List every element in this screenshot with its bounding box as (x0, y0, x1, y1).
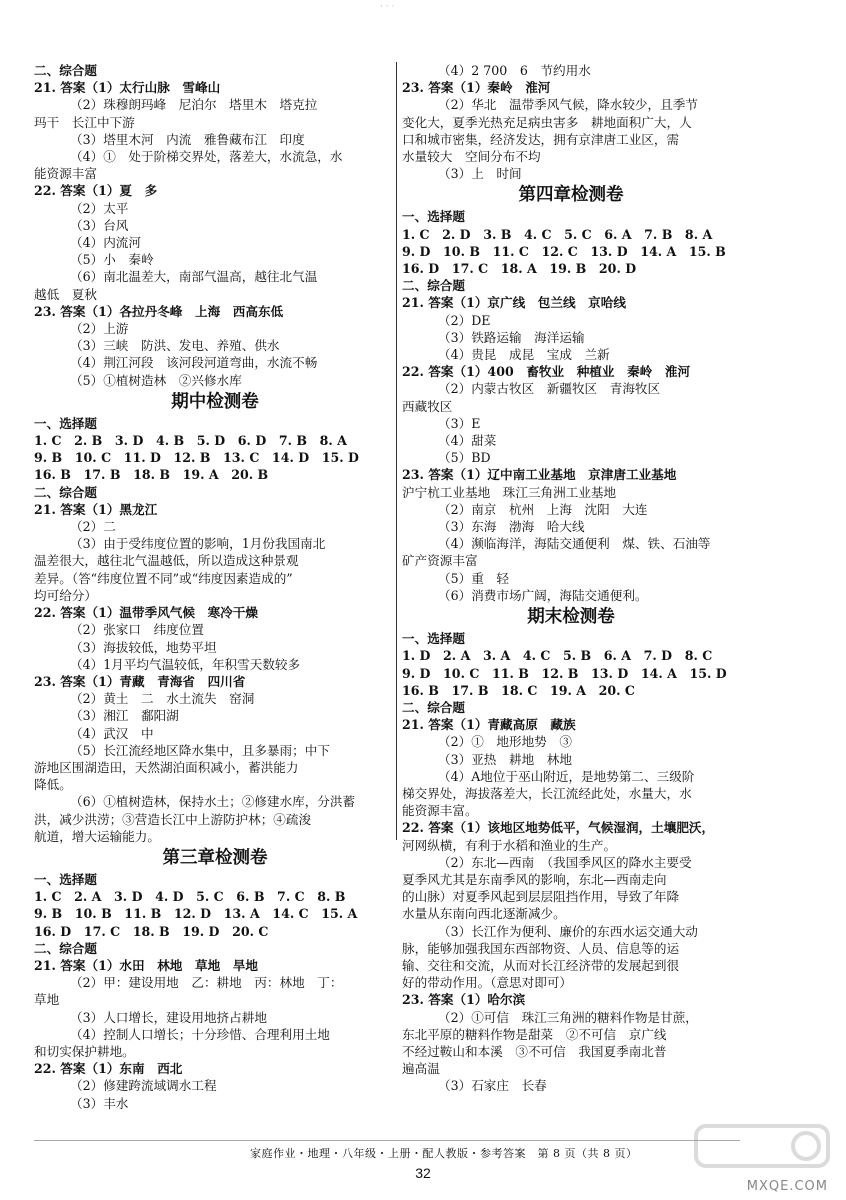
answer-line: （4）控制人口增长；十分珍惜、合理利用土地 (70, 1026, 330, 1042)
answer-line: 16. B 17. B 18. B 19. A 20. B (34, 467, 269, 483)
answer-line: （6）消费市场广阔，海陆交通便利。 (438, 587, 648, 603)
answer-line: 21. 答案（1）黑龙江 (34, 501, 158, 517)
answer-line: （5）重 轻 (438, 570, 509, 586)
answer-line: 16. D 17. C 18. A 19. B 20. D (402, 261, 637, 277)
answer-line: （6）①植树造林，保持水土；②修建水库，分洪蓄 (70, 794, 356, 810)
answer-line: 二、综合题 (34, 63, 97, 78)
answer-line: （5）长江流经地区降水集中，且多暴雨；中下 (70, 742, 330, 758)
answer-line: 22. 答案（1）温带季风气候 寒冷干燥 (34, 605, 258, 621)
answer-line: 9. B 10. C 11. D 12. B 13. C 14. D 15. D (34, 450, 359, 466)
answer-line: 好的带动作用。（意思对即可） (402, 975, 573, 991)
answer-line: （3）湘江 鄱阳湖 (70, 708, 179, 724)
answer-line: 变化大，夏季光热充足病虫害多 耕地面积广大，人 (402, 114, 692, 130)
answer-line: （3）人口增长，建设用地挤占耕地 (70, 1009, 267, 1025)
answer-line: 一、选择题 (402, 209, 465, 225)
answer-line: 水量从东南向西北逐渐减少。 (402, 906, 566, 922)
column-divider (396, 62, 397, 840)
answer-line: （6）南北温差大，南部气温高，越往北气温 (70, 269, 318, 285)
answer-line: 21. 答案（1）太行山脉 雪峰山 (34, 80, 221, 96)
answer-line: （3）长江作为便利、廉价的东西水运交通大动 (438, 923, 698, 939)
answer-line: 16. B 17. B 18. C 19. A 20. C (402, 682, 635, 698)
answer-line: （5）BD (438, 450, 491, 466)
answer-line: 均可给分） (34, 587, 97, 603)
section-heading: 期中检测卷 (171, 391, 259, 412)
answer-line: 21. 答案（1）京广线 包兰线 京哈线 (402, 295, 626, 311)
answer-line: 一、选择题 (34, 415, 97, 431)
answer-line: 越低 夏秋 (34, 286, 97, 302)
answer-line: 23. 答案（1）哈尔滨 (402, 992, 526, 1008)
answer-line: 沪宁杭工业基地 珠江三角洲工业基地 (402, 484, 617, 500)
footer-text: 家庭作业・地理・八年级・上册・配人教版・参考答案 第 8 页（共 8 页） (250, 1147, 638, 1160)
answer-line: （2）二 (70, 519, 116, 535)
answer-line: 输、交往和交流，从而对长江经济带的发展起到很 (402, 957, 680, 973)
answer-line: 的山脉）对夏季风起到层层阻挡作用，导致了年降 (402, 889, 680, 905)
answer-line: （2）南京 杭州 上海 沈阳 大连 (438, 501, 648, 517)
answer-line: （3）台风 (70, 217, 129, 233)
answer-line: （3）塔里木河 内流 雅鲁藏布江 印度 (70, 131, 305, 147)
answer-line: （5）①植树造林 ②兴修水库 (70, 372, 242, 388)
answer-line: 水量较大 空间分布不均 (402, 149, 541, 165)
answer-line: （4）1月平均气温较低，年积雪天数较多 (70, 656, 301, 672)
top-mark: · · · (380, 2, 395, 12)
answer-line: （2）修建跨流域调水工程 (70, 1078, 217, 1094)
answer-line: 1. C 2. B 3. D 4. B 5. D 6. D 7. B 8. A (34, 433, 347, 449)
answer-line: （4）① 处于阶梯交界处，落差大，水流急，水 (70, 149, 343, 165)
answer-line: 二、综合题 (34, 940, 97, 956)
answer-line: 一、选择题 (34, 871, 97, 887)
answer-line: （2）DE (438, 312, 491, 328)
answer-line: 航道，增大运输能力。 (34, 828, 160, 844)
page-number: 32 (415, 1165, 431, 1181)
answer-line: （4）濒临海洋，海陆交通便利 煤、铁、石油等 (438, 536, 711, 552)
answer-line: （4）荆江河段 该河段河道弯曲，水流不畅 (70, 355, 318, 371)
answer-line: 东北平原的糖料作物是甜菜 ②不可信 京广线 (402, 1026, 667, 1042)
answer-line: 洪，减少洪涝；③营造长江中上游防护林；④疏浚 (34, 811, 312, 827)
answer-line: 草地 (34, 992, 60, 1008)
section-heading: 第三章检测卷 (162, 847, 268, 868)
answer-line: （3）丰水 (70, 1095, 129, 1111)
answer-line: 脉，能够加强我国东西部物资、人员、信息等的运 (402, 940, 680, 956)
answer-line: 二、综合题 (402, 699, 465, 715)
answer-line: （3）上 时间 (438, 166, 522, 182)
answer-line: （4）甜菜 (438, 433, 497, 449)
answer-line: （4）内流河 (70, 235, 141, 251)
answer-line: （4）A地位于巫山附近，是地势第二、三级阶 (438, 768, 695, 784)
watermark-logo-icon (692, 1120, 832, 1180)
answer-line: 矿产资源丰富 (402, 553, 478, 569)
answer-line: （4）武汉 中 (70, 725, 154, 741)
answer-line: 降低。 (34, 777, 72, 793)
answer-line: （2）内蒙古牧区 新疆牧区 青海牧区 (438, 381, 661, 397)
answer-line: （3）铁路运输 海洋运输 (438, 329, 585, 345)
answer-line: 梯交界处，海拔落差大，长江流经此处，水量大，水 (402, 785, 692, 801)
answer-line: 河网纵横，有利于水稻和渔业的生产。 (402, 837, 617, 853)
answer-line: （2）华北 温带季风气候，降水较少，且季节 (438, 97, 698, 113)
answer-line: （2）珠穆朗玛峰 尼泊尔 塔里木 塔克拉 (70, 97, 318, 113)
answer-line: （2）张家口 纬度位置 (70, 622, 204, 638)
answer-line: 21. 答案（1）水田 林地 草地 旱地 (34, 957, 258, 973)
footer-rule (34, 1140, 740, 1141)
answer-line: （3）由于受纬度位置的影响，1月份我国南北 (70, 536, 326, 552)
answer-line: 二、综合题 (34, 484, 97, 500)
answer-line: 9. D 10. B 11. C 12. C 13. D 14. A 15. B (402, 243, 726, 259)
answer-line: 遍高温 (402, 1061, 440, 1077)
answer-line: 23. 答案（1）青藏 青海省 四川省 (34, 673, 246, 689)
answer-line: （2）黄土 二 水土流失 窑洞 (70, 691, 255, 707)
answer-line: （4）2 700 6 节约用水 (438, 63, 591, 78)
answer-line: 西藏牧区 (402, 398, 453, 414)
answer-line: 23. 答案（1）辽中南工业基地 京津唐工业基地 (402, 467, 677, 483)
answer-line: 22. 答案（1）400 畜牧业 种植业 秦岭 淮河 (402, 364, 691, 380)
answer-line: 16. D 17. C 18. B 19. D 20. C (34, 923, 269, 939)
answer-line: 能资源丰富 (34, 166, 97, 182)
right-column (402, 62, 740, 1095)
watermark-text: MXQE.COM (746, 1179, 828, 1194)
answer-line: （5）小 秦岭 (70, 252, 154, 268)
answer-line: 1. D 2. A 3. A 4. C 5. B 6. A 7. D 8. C (402, 648, 713, 664)
answer-line: （3）石家庄 长春 (438, 1078, 547, 1094)
answer-line: 22. 答案（1）东南 西北 (34, 1061, 183, 1077)
answer-line: （2）东北—西南 （我国季风区的降水主要受 (438, 854, 692, 870)
answer-line: 22. 答案（1）夏 多 (34, 183, 158, 199)
answer-line: 9. B 10. B 11. B 12. D 13. A 14. C 15. A (34, 906, 358, 922)
answer-line: （2）太平 (70, 200, 129, 216)
answer-line: 1. C 2. D 3. B 4. C 5. C 6. A 7. B 8. A (402, 226, 713, 242)
answer-line: 能资源丰富。 (402, 803, 478, 819)
answer-line: 9. D 10. C 11. B 12. B 13. D 14. A 15. D (402, 665, 727, 681)
answer-line: 温差很大，越往北气温越低，所以造成这种景观 (34, 553, 299, 569)
answer-line: （2）① 地形地势 ③ (438, 734, 572, 750)
answer-line: 不经过鞍山和本溪 ③不可信 我国夏季南北普 (402, 1043, 667, 1059)
answer-line: 和切实保护耕地。 (34, 1043, 135, 1059)
answer-line: （3）海拔较低，地势平坦 (70, 639, 217, 655)
answer-line: 二、综合题 (402, 278, 465, 294)
left-column (34, 62, 396, 1112)
answer-line: （2）①可信 珠江三角洲的糖料作物是甘蔗， (438, 1009, 698, 1025)
answer-line: 差异。（答“纬度位置不同”或“纬度因素造成的” (34, 570, 293, 586)
answer-line: 21. 答案（1）青藏高原 藏族 (402, 717, 576, 733)
answer-line: 23. 答案（1）各拉丹冬峰 上海 西高东低 (34, 303, 284, 319)
answer-line: 游地区围湖造田，天然湖泊面积减小，蓄洪能力 (34, 759, 299, 775)
answer-line: （3）亚热 耕地 林地 (438, 751, 572, 767)
answer-line: 22. 答案（1）该地区地势低平，气候湿润，土壤肥沃， (402, 820, 715, 836)
section-heading: 期末检测卷 (527, 607, 615, 628)
answer-line: 玛干 长江中下游 (34, 114, 135, 130)
answer-line: 夏季风尤其是东南季风的影响，东北—西南走向 (402, 871, 667, 887)
section-heading: 第四章检测卷 (518, 185, 624, 206)
answer-line: 一、选择题 (402, 631, 465, 647)
answer-line: 口和城市密集，经济发达，拥有京津唐工业区，需 (402, 131, 680, 147)
answer-line: 1. C 2. A 3. D 4. D 5. C 6. B 7. C 8. B (34, 889, 346, 905)
answer-line: （4）贵昆 成昆 宝成 兰新 (438, 347, 610, 363)
answer-line: （2）上游 (70, 321, 129, 337)
answer-line: （2）甲：建设用地 乙：耕地 丙：林地 丁： (70, 975, 343, 991)
answer-line: （3）东海 渤海 哈大线 (438, 519, 585, 535)
answer-line: 23. 答案（1）秦岭 淮河 (402, 80, 551, 96)
answer-line: （3）E (438, 415, 481, 431)
answer-line: （3）三峡 防洪、发电、养殖、供水 (70, 338, 280, 354)
